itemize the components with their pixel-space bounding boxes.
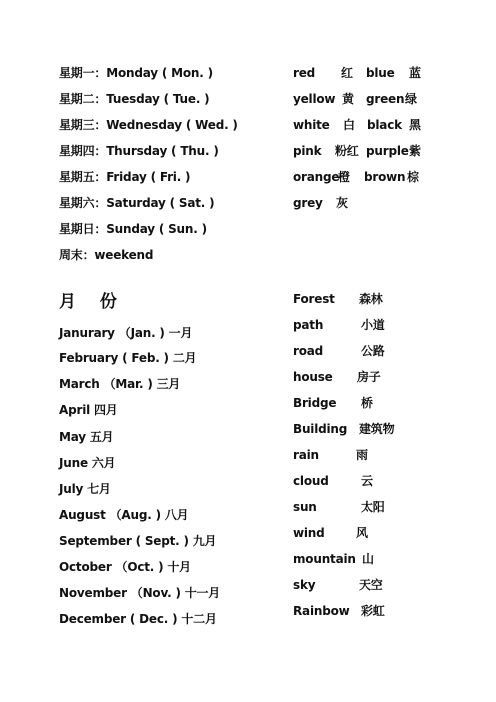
vocab-english: Bridge <box>293 396 337 410</box>
color-chinese: 灰 <box>336 196 348 210</box>
color-chinese: 粉红 <box>335 144 359 158</box>
vocab-chinese: 小道 <box>361 318 385 332</box>
month-line: Janurary （Jan. ) 一月 <box>59 326 193 340</box>
weekday-line: 星期一：Monday ( Mon. ) <box>59 66 213 80</box>
weekday-line: 星期四：Thursday ( Thu. ) <box>59 144 219 158</box>
vocab-chinese: 云 <box>361 474 373 488</box>
weekend-line: 周末：weekend <box>59 248 154 262</box>
weekday-line: 星期五：Friday ( Fri. ) <box>59 170 191 184</box>
month-line: December ( Dec. ) 十二月 <box>59 612 217 626</box>
vocab-english: house <box>293 370 333 384</box>
vocab-english: mountain <box>293 552 356 566</box>
weekday-line: 星期日：Sunday ( Sun. ) <box>59 222 207 236</box>
vocab-english: Building <box>293 422 348 436</box>
month-line: May 五月 <box>59 430 114 444</box>
vocab-chinese: 风 <box>356 526 368 540</box>
month-line: August （Aug. ) 八月 <box>59 508 189 522</box>
month-line: November （Nov. ) 十一月 <box>59 586 221 600</box>
vocab-chinese: 彩虹 <box>361 604 385 618</box>
weekday-line: 星期三：Wednesday ( Wed. ) <box>59 118 238 132</box>
color-chinese: 蓝 <box>409 66 421 80</box>
vocab-english: path <box>293 318 324 332</box>
vocab-english: cloud <box>293 474 329 488</box>
color-chinese: 橙 <box>338 170 350 184</box>
color-chinese: 黄 <box>342 92 354 106</box>
color-chinese: 白 <box>343 118 355 132</box>
month-line: June 六月 <box>59 456 116 470</box>
month-line: September ( Sept. ) 九月 <box>59 534 217 548</box>
color-english: orange <box>293 170 340 184</box>
vocab-english: wind <box>293 526 325 540</box>
color-english: red <box>293 66 316 80</box>
vocab-english: road <box>293 344 324 358</box>
month-line: April 四月 <box>59 403 118 417</box>
weekday-line: 星期六：Saturday ( Sat. ) <box>59 196 215 210</box>
color-english: yellow <box>293 92 336 106</box>
color-chinese: 红 <box>341 66 353 80</box>
vocab-chinese: 房子 <box>357 370 381 384</box>
color-english: black <box>367 118 402 132</box>
vocab-chinese: 森林 <box>359 292 383 306</box>
vocab-chinese: 太阳 <box>361 500 385 514</box>
vocab-chinese: 公路 <box>361 344 385 358</box>
color-english: green <box>366 92 405 106</box>
color-chinese: 黑 <box>409 118 421 132</box>
vocab-chinese: 山 <box>362 552 374 566</box>
color-english: white <box>293 118 330 132</box>
month-line: July 七月 <box>59 482 111 496</box>
color-english: purple <box>366 144 409 158</box>
color-chinese: 绿 <box>405 92 417 106</box>
vocab-english: rain <box>293 448 319 462</box>
vocab-english: Rainbow <box>293 604 350 618</box>
month-line: March （Mar. ) 三月 <box>59 377 181 391</box>
vocab-english: Forest <box>293 292 335 306</box>
color-english: brown <box>364 170 406 184</box>
vocab-chinese: 桥 <box>361 396 373 410</box>
month-line: October （Oct. ) 十月 <box>59 560 191 574</box>
vocab-chinese: 建筑物 <box>359 422 395 436</box>
color-english: pink <box>293 144 322 158</box>
month-line: February ( Feb. ) 二月 <box>59 351 197 365</box>
color-english: grey <box>293 196 323 210</box>
weekday-line: 星期二：Tuesday ( Tue. ) <box>59 92 210 106</box>
color-english: blue <box>366 66 395 80</box>
vocab-chinese: 天空 <box>359 578 383 592</box>
months-heading: 月 份 <box>59 292 126 312</box>
color-chinese: 紫 <box>409 144 421 158</box>
color-chinese: 棕 <box>407 170 419 184</box>
vocab-english: sky <box>293 578 316 592</box>
vocab-chinese: 雨 <box>356 448 368 462</box>
vocab-english: sun <box>293 500 317 514</box>
